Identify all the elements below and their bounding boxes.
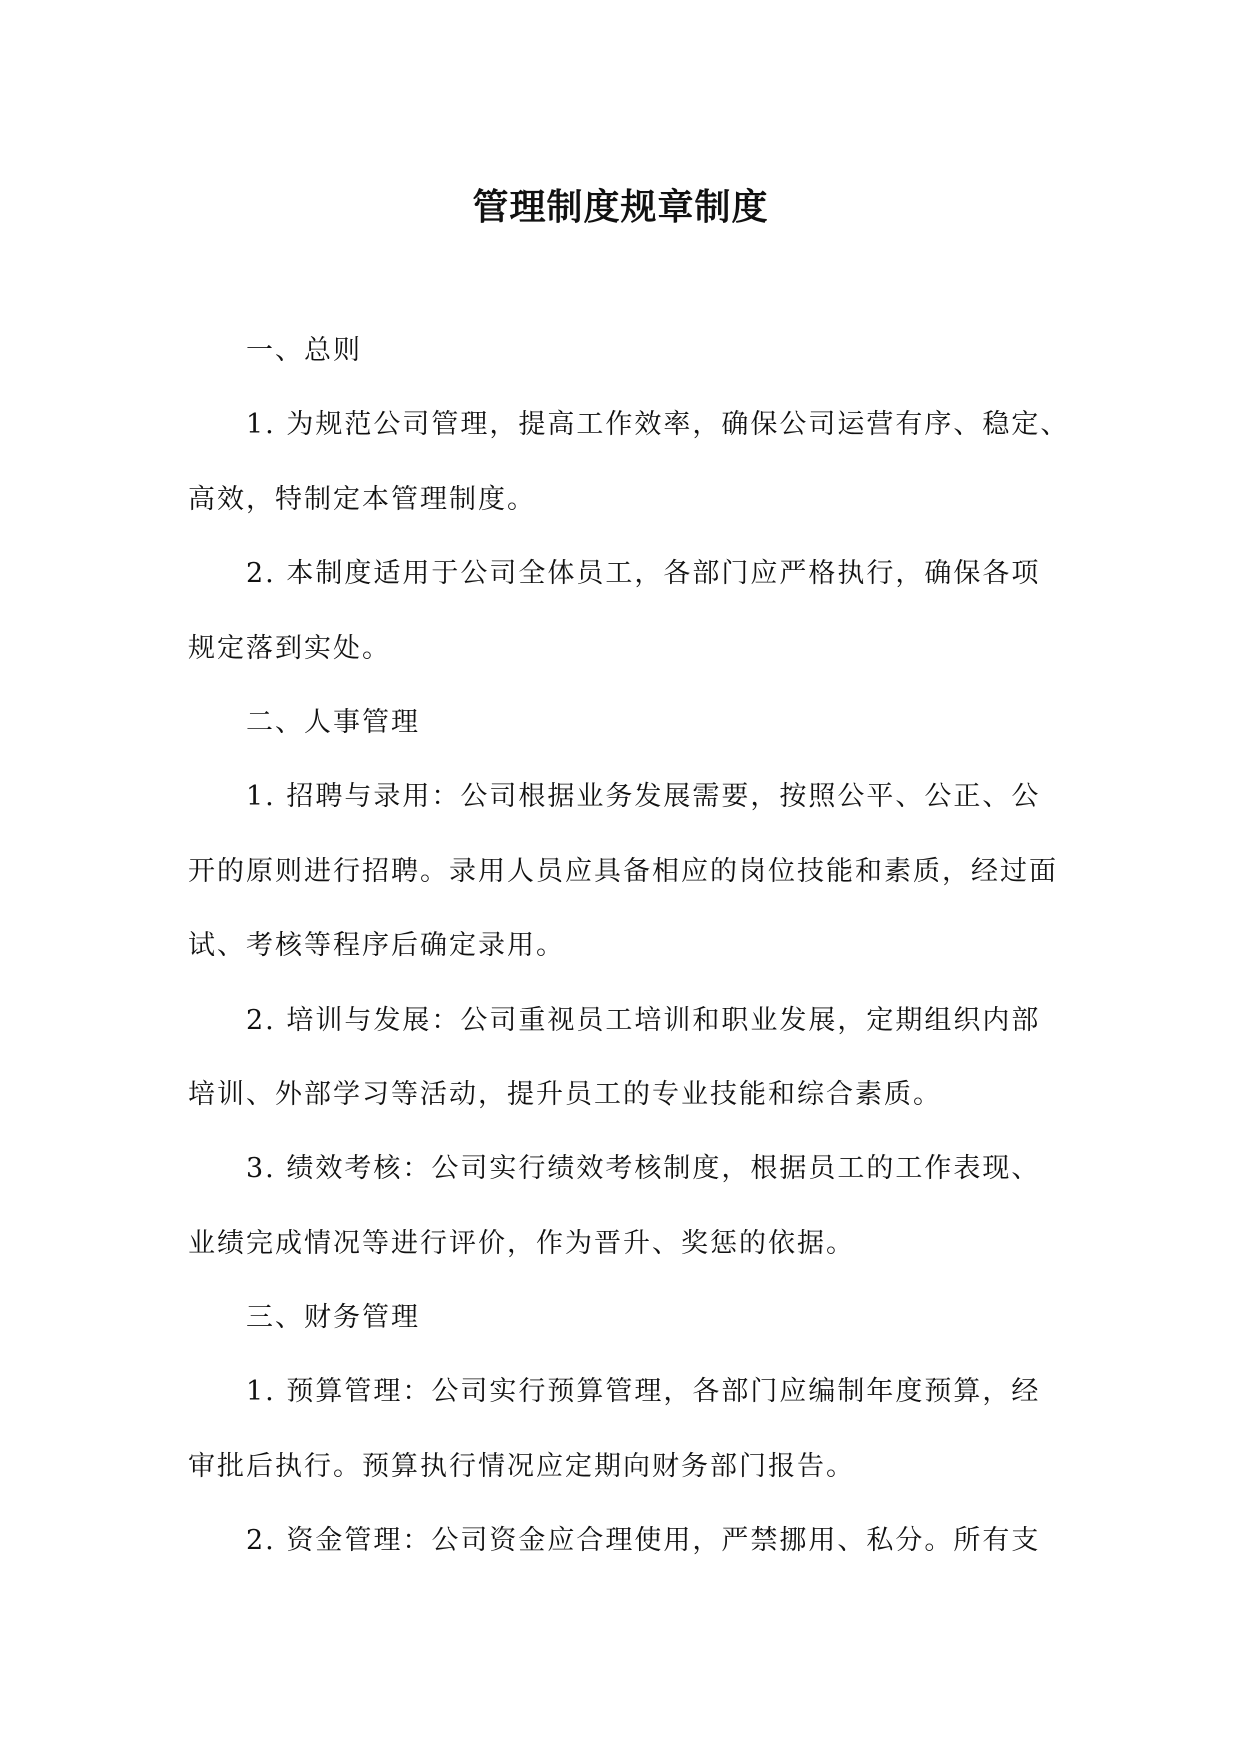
paragraph-line: 2. 资金管理：公司资金应合理使用，严禁挪用、私分。所有支 xyxy=(246,1525,1041,1557)
paragraph-line: 高效，特制定本管理制度。 xyxy=(188,483,536,515)
section-heading-finance: 三、财务管理 xyxy=(246,1302,420,1334)
paragraph-line: 1. 为规范公司管理，提高工作效率，确保公司运营有序、稳定、 xyxy=(246,409,1070,441)
paragraph-line: 2. 本制度适用于公司全体员工，各部门应严格执行，确保各项 xyxy=(246,558,1041,590)
paragraph-line: 培训、外部学习等活动，提升员工的专业技能和综合素质。 xyxy=(188,1078,942,1110)
paragraph-line: 2. 培训与发展：公司重视员工培训和职业发展，定期组织内部 xyxy=(246,1004,1041,1036)
section-heading-hr: 二、人事管理 xyxy=(246,706,420,738)
section-heading-general: 一、总则 xyxy=(246,335,362,366)
document-title: 管理制度规章制度 xyxy=(472,187,769,228)
paragraph-line: 试、考核等程序后确定录用。 xyxy=(188,930,565,962)
paragraph-line: 业绩完成情况等进行评价，作为晋升、奖惩的依据。 xyxy=(188,1227,855,1259)
paragraph-line: 审批后执行。预算执行情况应定期向财务部门报告。 xyxy=(188,1450,855,1482)
document-body xyxy=(188,314,1068,1579)
paragraph-line: 开的原则进行招聘。录用人员应具备相应的岗位技能和素质，经过面 xyxy=(188,855,1058,887)
paragraph-line: 规定落到实处。 xyxy=(188,632,391,664)
paragraph-line: 1. 预算管理：公司实行预算管理，各部门应编制年度预算，经 xyxy=(246,1376,1041,1408)
paragraph-line: 1. 招聘与录用：公司根据业务发展需要，按照公平、公正、公 xyxy=(246,781,1041,813)
paragraph-line: 3. 绩效考核：公司实行绩效考核制度，根据员工的工作表现、 xyxy=(246,1153,1041,1185)
